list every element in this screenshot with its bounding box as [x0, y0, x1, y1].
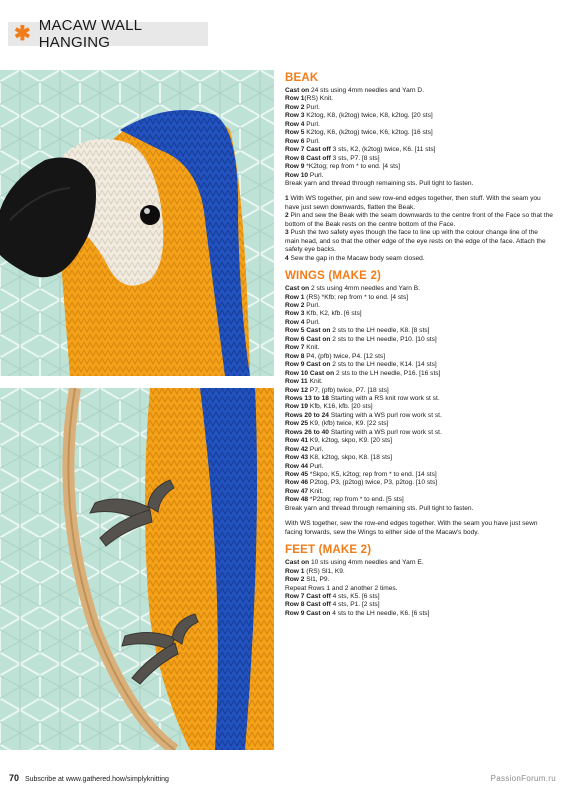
pattern-row: [285, 593, 553, 601]
pattern-row-text: P4, (pfb) twice, P4. [12 sts]: [304, 352, 386, 360]
pattern-row-label: Row 5 Cast on: [285, 327, 331, 335]
pattern-row-text: Purl.: [304, 137, 320, 145]
pattern-row: [285, 576, 553, 584]
pattern-row: [285, 285, 553, 293]
pattern-row: [285, 294, 553, 302]
pattern-row: [285, 568, 553, 576]
pattern-row-label: Row 7 Cast off: [285, 146, 331, 154]
pattern-row: [285, 370, 553, 378]
pattern-row-text: 24 sts using 4mm needles and Yarn D.: [309, 87, 425, 94]
page-number: 70: [9, 773, 20, 783]
pattern-row: [285, 471, 553, 479]
pattern-row: [285, 353, 553, 361]
pattern-row: [285, 610, 553, 618]
wings-heading: WINGS (MAKE 2): [285, 270, 382, 283]
section-tab: [8, 17, 208, 51]
pattern-row-text: Purl.: [308, 462, 324, 470]
asterisk-icon: ✱: [14, 23, 31, 45]
pattern-row-text: Knit.: [308, 487, 324, 495]
pattern-row-label: Rows 26 to 40: [285, 428, 329, 436]
pattern-row-label: Rows 13 to 18: [285, 394, 329, 402]
pattern-row: [285, 155, 553, 163]
pattern-row-label: Row 7 Cast off: [285, 593, 331, 601]
assembly-step-text: Pin and sew the Beak with the seam downwards to the centre front of the Face so that the bottom of the Beak rests on the centre bottom of the Face.: [285, 212, 553, 228]
pattern-row-label: Cast on: [285, 87, 310, 94]
pattern-row-label: Row 4: [285, 120, 305, 128]
pattern-row-text: Purl.: [308, 171, 324, 179]
pattern-row-label: Row 19: [285, 403, 309, 411]
pattern-row-label: Row 11: [285, 378, 308, 386]
pattern-row-text: 3 sts, K2, (k2tog) twice, K6. [11 sts]: [330, 146, 436, 154]
pattern-row-label: Row 3: [285, 112, 305, 120]
pattern-row-text: K9, k2tog, skpo, K9. [20 sts]: [308, 437, 393, 445]
pattern-row: [285, 446, 553, 454]
pattern-row-label: Row 10 Cast on: [285, 369, 335, 377]
pattern-row-label: Row 6: [285, 137, 305, 145]
pattern-row-text: 10 sts using 4mm needles and Yarn E.: [309, 559, 424, 567]
pattern-instructions: [285, 72, 553, 618]
pattern-row-label: Rows 20 to 24: [285, 411, 329, 419]
pattern-row-label: Row 45: [285, 471, 309, 479]
pattern-row-text: 2 sts to the LH needle, P16. [16 sts]: [334, 369, 441, 377]
pattern-row: [285, 387, 553, 395]
pattern-row-label: Row 2: [285, 576, 305, 584]
pattern-row-label: Row 8 Cast off: [285, 154, 331, 162]
pattern-row: [285, 429, 553, 437]
pattern-row-text: Starting with a WS purl row work st st.: [328, 428, 442, 436]
beak-steps: [285, 195, 553, 263]
pattern-row: [285, 104, 553, 112]
pattern-row-label: Row 7: [285, 344, 305, 352]
pattern-row-label: Row 8 Cast off: [285, 601, 331, 609]
pattern-row-label: Row 48: [285, 496, 309, 504]
pattern-row-text: P7, (pfb) twice, P7. [18 sts]: [308, 386, 389, 394]
pattern-row-label: Row 41: [285, 437, 309, 445]
pattern-row: [285, 180, 553, 188]
pattern-row-label: Row 1: [285, 567, 305, 575]
pattern-row-label: Row 47: [285, 487, 309, 495]
assembly-step-label: 3: [285, 229, 289, 237]
pattern-row: [285, 87, 553, 95]
pattern-row-label: Row 8: [285, 352, 305, 360]
pattern-row-text: 3 sts, P7. [8 sts]: [330, 154, 380, 162]
pattern-row: [285, 559, 553, 567]
feet-heading: FEET (MAKE 2): [285, 544, 372, 557]
pattern-row-text: 4 sts, K5. [6 sts]: [330, 593, 380, 601]
pattern-row-text: 2 sts using 4mm needles and Yarn B.: [309, 285, 420, 293]
pattern-row: [285, 479, 553, 487]
pattern-row: [285, 505, 553, 513]
pattern-row-text: 4 sts to the LH needle, K6. [6 sts]: [330, 609, 430, 617]
pattern-row-text: Sl1, P9.: [304, 576, 330, 584]
pattern-row: [285, 496, 553, 504]
page-title: MACAW WALL HANGING: [38, 17, 142, 51]
pattern-row-text: K9, (kfb) twice, K9. [22 sts]: [308, 420, 389, 428]
pattern-row-text: Purl.: [304, 120, 320, 128]
pattern-row-text: Purl.: [304, 301, 320, 309]
pattern-row-label: Row 9 Cast on: [285, 361, 331, 369]
pattern-row-text: Purl.: [304, 103, 320, 111]
pattern-row-label: Row 42: [285, 445, 309, 453]
pattern-row: [285, 454, 553, 462]
pattern-row-text: Kfb, K16, kfb. [20 sts]: [308, 403, 373, 411]
assembly-step-label: 2: [285, 212, 289, 220]
pattern-row-label: Row 2: [285, 103, 305, 111]
pattern-row: [285, 361, 553, 369]
feet-rows: [285, 559, 553, 618]
pattern-row-label: Row 10: [285, 171, 309, 179]
wings-rows: [285, 285, 553, 513]
macaw-feet-photo: [0, 388, 274, 750]
pattern-row-text: Purl.: [308, 445, 324, 453]
pattern-row: [285, 138, 553, 146]
watermark: PassionForum.ru: [490, 774, 556, 783]
pattern-row-text: Starting with a RS knit row work st st.: [328, 394, 440, 402]
pattern-row-label: Row 5: [285, 129, 305, 137]
pattern-row: [285, 378, 553, 386]
assembly-step: [285, 255, 553, 263]
pattern-row-text: 2 sts to the LH needle, K8. [8 sts]: [330, 327, 430, 335]
pattern-row-text: *Skpo, K5, k2tog; rep from * to end. [14 sts]: [308, 471, 437, 479]
pattern-row-text: (RS) Sl1, K9.: [304, 567, 345, 575]
pattern-row: [285, 172, 553, 180]
pattern-row: [285, 336, 553, 344]
pattern-row-label: Row 43: [285, 454, 309, 462]
pattern-row: [285, 163, 553, 171]
pattern-row-label: Row 9 Cast on: [285, 609, 331, 617]
pattern-row-text: Break yarn and thread through remaining sts. Pull tight to fasten.: [285, 504, 474, 512]
header-bar: [0, 0, 566, 62]
page-footer: [9, 773, 169, 783]
pattern-row: [285, 585, 553, 593]
pattern-row: [285, 112, 553, 120]
pattern-row: [285, 437, 553, 445]
assembly-step-label: 1: [285, 195, 289, 203]
pattern-row-label: Row 1: [285, 95, 305, 103]
pattern-row: [285, 420, 553, 428]
pattern-row: [285, 121, 553, 129]
pattern-row-text: K2tog, K8, (k2tog) twice, K8, k2tog. [20 sts]: [304, 112, 433, 120]
pattern-row-text: K2tog, K6, (k2tog) twice, K6, k2tog. [16 sts]: [304, 129, 433, 137]
pattern-row-label: Row 12: [285, 386, 309, 394]
pattern-row-label: Row 46: [285, 479, 309, 487]
assembly-step: [285, 195, 553, 212]
pattern-row-text: Knit.: [307, 378, 323, 386]
pattern-row-text: Kfb, K2, kfb. [6 sts]: [304, 310, 362, 318]
beak-heading: BEAK: [285, 72, 319, 84]
pattern-row-text: (RS) *Kfb; rep from * to end. [4 sts]: [304, 293, 409, 301]
assembly-step-text: Push the two safety eyes though the face to line up with the colour change line of the main head, and so that the other edge of the eye rests on the edge of the face. Attach the safety eye backs.: [285, 229, 546, 254]
assembly-step-label: 4: [285, 254, 289, 262]
pattern-row-label: Cast on: [285, 559, 310, 567]
pattern-row: [285, 302, 553, 310]
pattern-row: [285, 310, 553, 318]
pattern-row-label: Cast on: [285, 285, 310, 293]
pattern-row: [285, 395, 553, 403]
pattern-row-text: (RS) Knit.: [304, 95, 333, 103]
pattern-row: [285, 344, 553, 352]
pattern-row-label: Row 9: [285, 163, 305, 171]
pattern-row: [285, 412, 553, 420]
pattern-row-text: Break yarn and thread through remaining sts. Pull tight to fasten.: [285, 179, 474, 187]
pattern-row-label: Row 2: [285, 301, 305, 309]
pattern-row: [285, 95, 553, 103]
pattern-row: [285, 327, 553, 335]
pattern-row-label: Row 1: [285, 293, 305, 301]
pattern-row: [285, 601, 553, 609]
beak-rows: [285, 87, 553, 188]
pattern-row: [285, 463, 553, 471]
pattern-row-label: Row 6 Cast on: [285, 335, 331, 343]
pattern-row-label: Row 44: [285, 462, 309, 470]
pattern-row-text: K8, k2tog, skpo, K8. [18 sts]: [308, 454, 393, 462]
assembly-step: [285, 229, 553, 254]
pattern-row-text: 4 sts, P1. [2 sts]: [330, 601, 380, 609]
pattern-row-text: Starting with a WS purl row work st st.: [328, 411, 442, 419]
subscribe-link[interactable]: Subscribe at www.gathered.how/simplyknitting: [24, 776, 169, 783]
pattern-row-text: P2tog, P3, (p2tog) twice, P3, p2tog. [10 sts]: [308, 479, 438, 487]
pattern-row: [285, 403, 553, 411]
assembly-step-text: With WS together, pin and sew row-end edges together, then stuff. With the seam you have just sewn downwards, flatten the Beak.: [285, 195, 541, 211]
pattern-row-text: Purl.: [304, 318, 320, 326]
pattern-row: [285, 319, 553, 327]
pattern-row-text: *P2tog; rep from * to end. [5 sts]: [308, 496, 404, 504]
wings-note: With WS together, sew the row-end edges together. With the seam you have just sewn facing forwards, sew the Wings to either side of the Macaw's body.: [285, 520, 538, 536]
pattern-row-text: Knit.: [304, 344, 320, 352]
assembly-step: [285, 212, 553, 229]
macaw-head-photo: [0, 70, 274, 376]
pattern-row-label: Row 3: [285, 310, 305, 318]
pattern-row: [285, 146, 553, 154]
pattern-row-text: 2 sts to the LH needle, K14. [14 sts]: [330, 361, 437, 369]
pattern-row: [285, 129, 553, 137]
assembly-step-text: Sew the gap in the Macaw body seam closed.: [288, 254, 425, 262]
pattern-row-label: Row 25: [285, 420, 309, 428]
pattern-row-label: Row 4: [285, 318, 305, 326]
pattern-row-text: *K2tog; rep from * to end. [4 sts]: [304, 163, 401, 171]
pattern-row-text: 2 sts to the LH needle, P10. [10 sts]: [330, 335, 437, 343]
pattern-row: [285, 488, 553, 496]
pattern-row-text: Repeat Rows 1 and 2 another 2 times.: [285, 584, 398, 592]
